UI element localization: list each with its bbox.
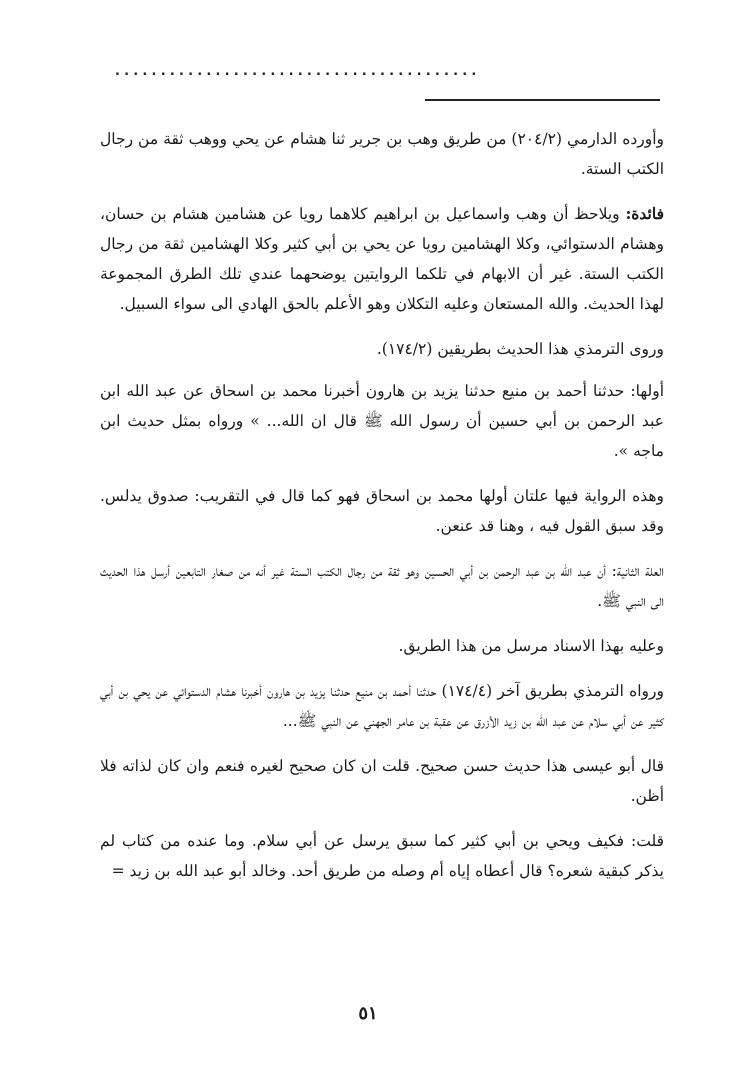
paragraph-qultu: قلت: فكيف ويحي بن أبي كثير كما سبق يرسل عن أبي سلام. وما عنده من كتاب لم يذكر كبقية شعره؟ قال أعطاه إياه أم وصله من طريق أحد. وخالد أبو عبد الله بن زيد = [100,832,664,880]
paragraph-mursal: وعليه بهذا الاسناد مرسل من هذا الطريق. [398,637,664,655]
paragraph-darimi: وأورده الدارمي (٢٠٤/٢) من طريق وهب بن جرير ثنا هشام عن يحي ووهب ثقة من رجال الكتب الستة. [100,130,664,178]
paragraph-tirmidhi-two-ways: وروى الترمذي هذا الحديث بطريقين (١٧٤/٢). [376,340,664,358]
paragraph-another-way: ورواه الترمذي بطريق آخر (١٧٤/٤) حدثنا أحمد بن منيع حدثنا يزيد بن هارون أخبرنا هشام الدستوائي عن يحي بن أبي كثير عن أبي سلام عن عبد الله بن زيد الأزرق عن عقبة بن عامر الجهني عن النبي ﷺ... [100,682,665,730]
paragraph-two-defects: وهذه الرواية فيها علتان أولها محمد بن اسحاق فهو كما قال في التقريب: صدوق يدلس. وقد سبق القول فيه ، وهنا قد عنعن. [100,487,664,535]
body-text [100,124,664,901]
paragraph-abu-isa: قال أبو عيسى هذا حديث حسن صحيح. قلت ان كان صحيح لغيره فنعم وان كان لذاته فلا أظن. [100,757,664,805]
paragraph-second-defect: العلة الثانية: أن عبد الله بن عبد الرحمن بن أبي الحسين وهو ثقة من رجال الكتب الستة غير أنه من صغار التابعين أرسل هذا الحديث الى النبي ﷺ. [100,562,664,610]
page-number: ٥١ [358,1003,378,1024]
dotted-header-rule: ........................................ [115,64,481,79]
faida-text: ويلاحظ أن وهب واسماعيل بن ابراهيم كلاهما رويا عن هشامين هشام بن حسان، وهشام الدستوائي، وكلا الهشامين رويا عن يحي بن أبي كثير وكلا الهشامين ثقة من رجال الكتب الستة. غير أن الابهام في تلكما الروايتين يوضحهما عندي تلك الطرق المجموعة لهذا الحديث. والله المستعان وعليه التكلان وهو الأعلم بالحق الهادي الى سواء السبيل. [100,205,664,313]
paragraph-first-way: أولها: حدثنا أحمد بن منيع حدثنا يزيد بن هارون أخبرنا محمد بن اسحاق عن عبد الله ابن عبد الرحمن بن أبي حسين أن رسول الله ﷺ قال ان الله... » ورواه بمثل حديث ابن ماجه ». [100,382,664,460]
paragraph-faida [100,199,664,319]
faida-label: فائدة: [625,204,664,223]
header-underline [425,99,660,101]
